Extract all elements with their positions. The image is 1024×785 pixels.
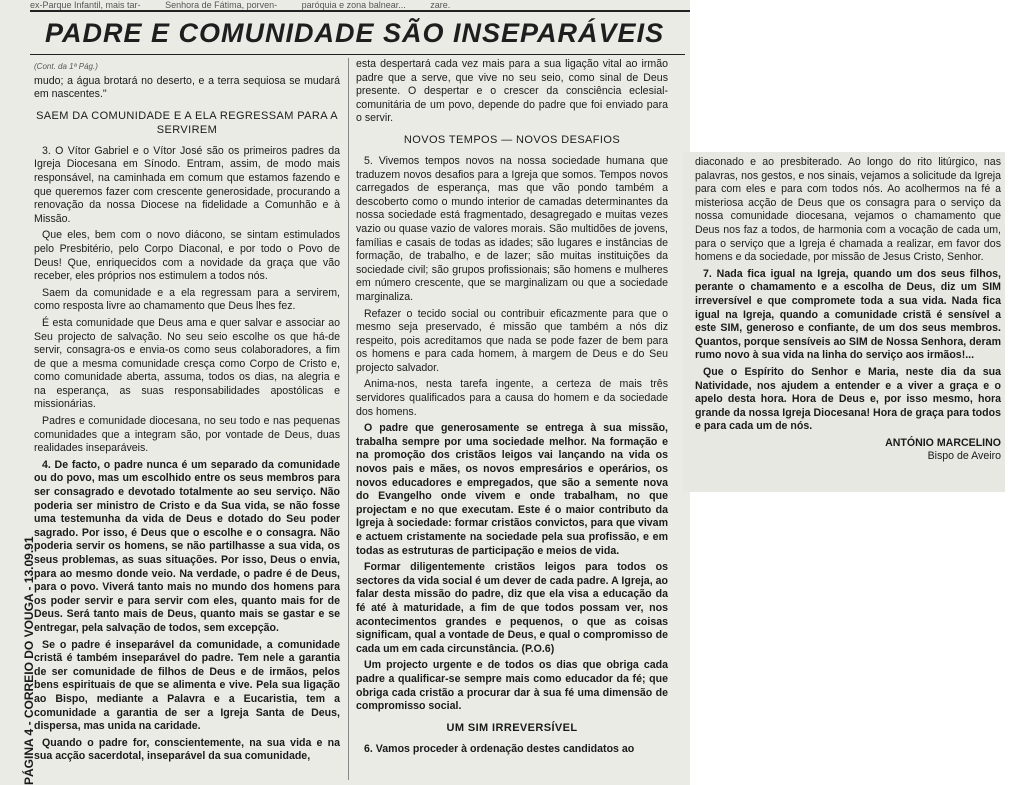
paragraph: 5. Vivemos tempos novos na nossa sociedade humana que traduzem novos desafios para a Igreja que somos. Tempos novos carregados de esperança, mas que vão pondo também a descoberto como o mundo interior de camadas determinantes da nossa sociedade está fragmentado, desagregado e muitas vezes vazio ou quase vazio de valores morais. São multidões de jovens, famílias e casais de todas as idades; são lugares e instâncias de formação, de trabalho, e de lazer; são muitas instituições da sociedade civil; são grupos profissionais; são homens e mulheres em número crescente, que se marginalizam ou que a sociedade marginaliza. [356, 154, 668, 303]
article-title: PADRE E COMUNIDADE SÃO INSEPARÁVEIS [45, 18, 665, 48]
paragraph: É esta comunidade que Deus ama e quer salvar e associar ao Seu projecto de salvação. No seu seio escolhe os que há-de servir, consagra-os e envia-os como seus colaboradores, a fim de que a mesma comunidade cresça como Corpo de Cristo e, como comunidade aberta, assuma, todos os dias, na alegria e na esperança, as suas responsabilidades apostólicas e missionárias. [34, 316, 340, 411]
title-rule [30, 54, 685, 55]
paragraph: Padres e comunidade diocesana, no seu todo e nas pequenas comunidades que a integram são, por vontade de Deus, duas realidades inseparáveis. [34, 415, 340, 455]
paragraph: Que o Espírito do Senhor e Maria, neste dia da sua Natividade, nos ajudem a entender e a viver a graça e o apelo desta hora. Hora de Deus e, por isso mesmo, hora grande da nossa Igreja Diocesana! Hora de graça para todos e para cada um de nós. [695, 365, 1001, 433]
section-heading: SAEM DA COMUNIDADE E A ELA REGRESSAM PARA A SERVIREM [36, 109, 338, 136]
paragraph: O padre que generosamente se entrega à sua missão, trabalha sempre por uma sociedade melhor. Na formação e na promoção dos cristãos leigos vai lançando na vida os novos pais e mães, os novos empresários e operários, os novos educadores e empregados, que são a semente nova do Evangelho onde vivem e onde trabalham, no que projectam e no que executam. Este é o maior contributo da Igreja à sociedade: formar cristãos convictos, para que vivam e actuem cristamente na sociedade pela sua profissão, e em todas as estruturas de participação e meios de vida. [356, 422, 668, 557]
column-divider [348, 58, 349, 780]
column-1 [34, 60, 340, 767]
column-2 [356, 58, 668, 759]
paragraph: Um projecto urgente e de todos os dias que obriga cada padre a qualificar-se sempre mais como educador da fé; que obriga cada cristão a procurar dar à sua fé uma dimensão de compromisso social. [356, 659, 668, 713]
header-strip-text: Senhora de Fátima, porven- [165, 0, 278, 10]
paragraph: Refazer o tecido social ou contribuir eficazmente para que o mesmo seja preservado, é missão que também a nós diz respeito, pois acreditamos que nada se pode fazer de bem para os homens e para cada homem, à margem de Deus e do Seu projecto salvador. [356, 307, 668, 374]
paragraph: esta despertará cada vez mais para a sua ligação vital ao irmão padre que a serve, que vive no seu seio, como sinal de Deus presente. O despertar e o crescer da consciência eclesial-comunitária de um povo, depende do padre que foi enviado para o servir. [356, 58, 668, 125]
section-heading: UM SIM IRREVERSÍVEL [446, 721, 578, 734]
top-rule [30, 10, 690, 12]
paragraph: Anima-nos, nesta tarefa ingente, a certeza de mais três servidores qualificados para a causa do homem e da sociedade dos homens. [356, 378, 668, 418]
paragraph: Quando o padre for, conscientemente, na sua vida e na sua acção sacerdotal, inseparável da sua comunidade, [34, 736, 340, 763]
paragraph: Formar diligentemente cristãos leigos para todos os sectores da vida social é um dever de cada padre. A Igreja, ao falar desta missão do padre, diz que ela visa a educação da fé até à maturidade, a fim de que todos possam ver, nos acontecimentos grandes e pequenos, o que as coisas significam, qual a vontade de Deus, e qual o compromisso de cada um em cada circunstância. (P.O.6) [356, 561, 668, 655]
paragraph: 6. Vamos proceder à ordenação destes candidatos ao [364, 742, 635, 755]
section-heading: NOVOS TEMPOS — NOVOS DESAFIOS [403, 133, 621, 146]
paragraph: 7. Nada fica igual na Igreja, quando um dos seus filhos, perante o chamamento e a escolha de Deus, diz um SIM irreversível e que compromete toda a sua vida. Nada fica igual na Igreja, quando a comunidade cristã é sensível a este SIM, generoso e confiante, de um dos seus membros. Quantos, porque sensíveis ao SIM de Nossa Senhora, deram rumo novo à sua vida na linha do serviço aos irmãos!... [695, 267, 1001, 362]
page-side-label: PÁGINA 4 - CORREIO DO VOUGA - 13.09.91 [22, 536, 36, 785]
header-strip-text: ex-Parque Infantil, mais tar- [30, 0, 141, 10]
paragraph: Que eles, bem com o novo diácono, se sintam estimulados pelo Presbitério, pelo Corpo Diaconal, e por todo o Povo de Deus! Que, enriquecidos com a novidade da graça que vão receber, eles próprios nos estimulem a todos nós. [34, 229, 340, 283]
paragraph: 4. De facto, o padre nunca é um separado da comunidade ou do povo, mas um escolhido entre os seus membros para ser consagrado e devotado totalmente ao seu serviço. Não poderia ser ministro de Cristo e da Sua vida, se não fosse uma testemunha da vida de Deus e dotado do Seu poder sagrado. Por isso, é Deus que o escolhe e o consagra. Não poderia servir os homens, se não partilhasse a sua vida, os seus problemas, as suas situações. Por isso, Deus o envia, para ao mesmo donde veio. Na verdade, o padre é de Deus, para o povo. Viverá tanto mais no mundo dos homens para os poder servir e para servir com eles, quanto mais for de Deus. Será tanto mais de Deus, quanto mais se gastar e se entregar, pela salvação de todos, sem excepção. [34, 458, 340, 634]
paragraph: mudo; a água brotará no deserto, e a terra sequiosa se mudará em nascentes." [34, 74, 340, 101]
author-role: Bispo de Aveiro [927, 450, 1001, 463]
continuation-note: (Cont. da 1ª Pág.) [34, 62, 98, 71]
paragraph: Saem da comunidade e a ela regressam para a servirem, como resposta livre ao chamamento que Deus lhes fez. [34, 286, 340, 313]
signature-block [695, 437, 1001, 464]
paragraph: diaconado e ao presbiterado. Ao longo do rito litúrgico, nas palavras, nos gestos, e nos sinais, vejamos a solicitude da Igreja para com eles e para com todos nós. Ao acolhermos na fé a misteriosa acção de Deus que os consagra para o serviço da nossa comunidade diocesana, vejamos o chamamento que Deus nos faz a todos, de harmonia com a vocação de cada um, para o serviço que a Igreja é chamada a realizar, em favor dos homens e da sociedade, por missão de Jesus Cristo, Senhor. [695, 156, 1001, 264]
header-strip [30, 0, 690, 10]
header-strip-text: zare. [430, 0, 451, 10]
header-strip-text: paróquia e zona balnear... [301, 0, 406, 10]
paragraph: 3. O Vítor Gabriel e o Vítor José são os primeiros padres da Igreja Diocesana em Sínodo. Entram, assim, de modo mais responsável, na caminhada em comum que estamos fazendo e que queremos fazer com crescente generosidade, procurando a renovação da nossa Diocese na fidelidade a Comunhão e à Missão. [34, 144, 340, 225]
column-3 [695, 156, 1001, 464]
paragraph: Se o padre é inseparável da comunidade, a comunidade cristã é também inseparável do padre. Tem nele a garantia de ser comunidade de filhos de Deus e de irmãos, pelos bens espirituais de que se alimenta e vive. Pela sua ligação ao Bispo, mediante a Palavra e a Eucaristia, tem a comunidade a garantia de ser a Igreja Santa de Deus, dispersa, mas unida na caridade. [34, 638, 340, 733]
author-name: ANTÓNIO MARCELINO [885, 436, 1001, 449]
